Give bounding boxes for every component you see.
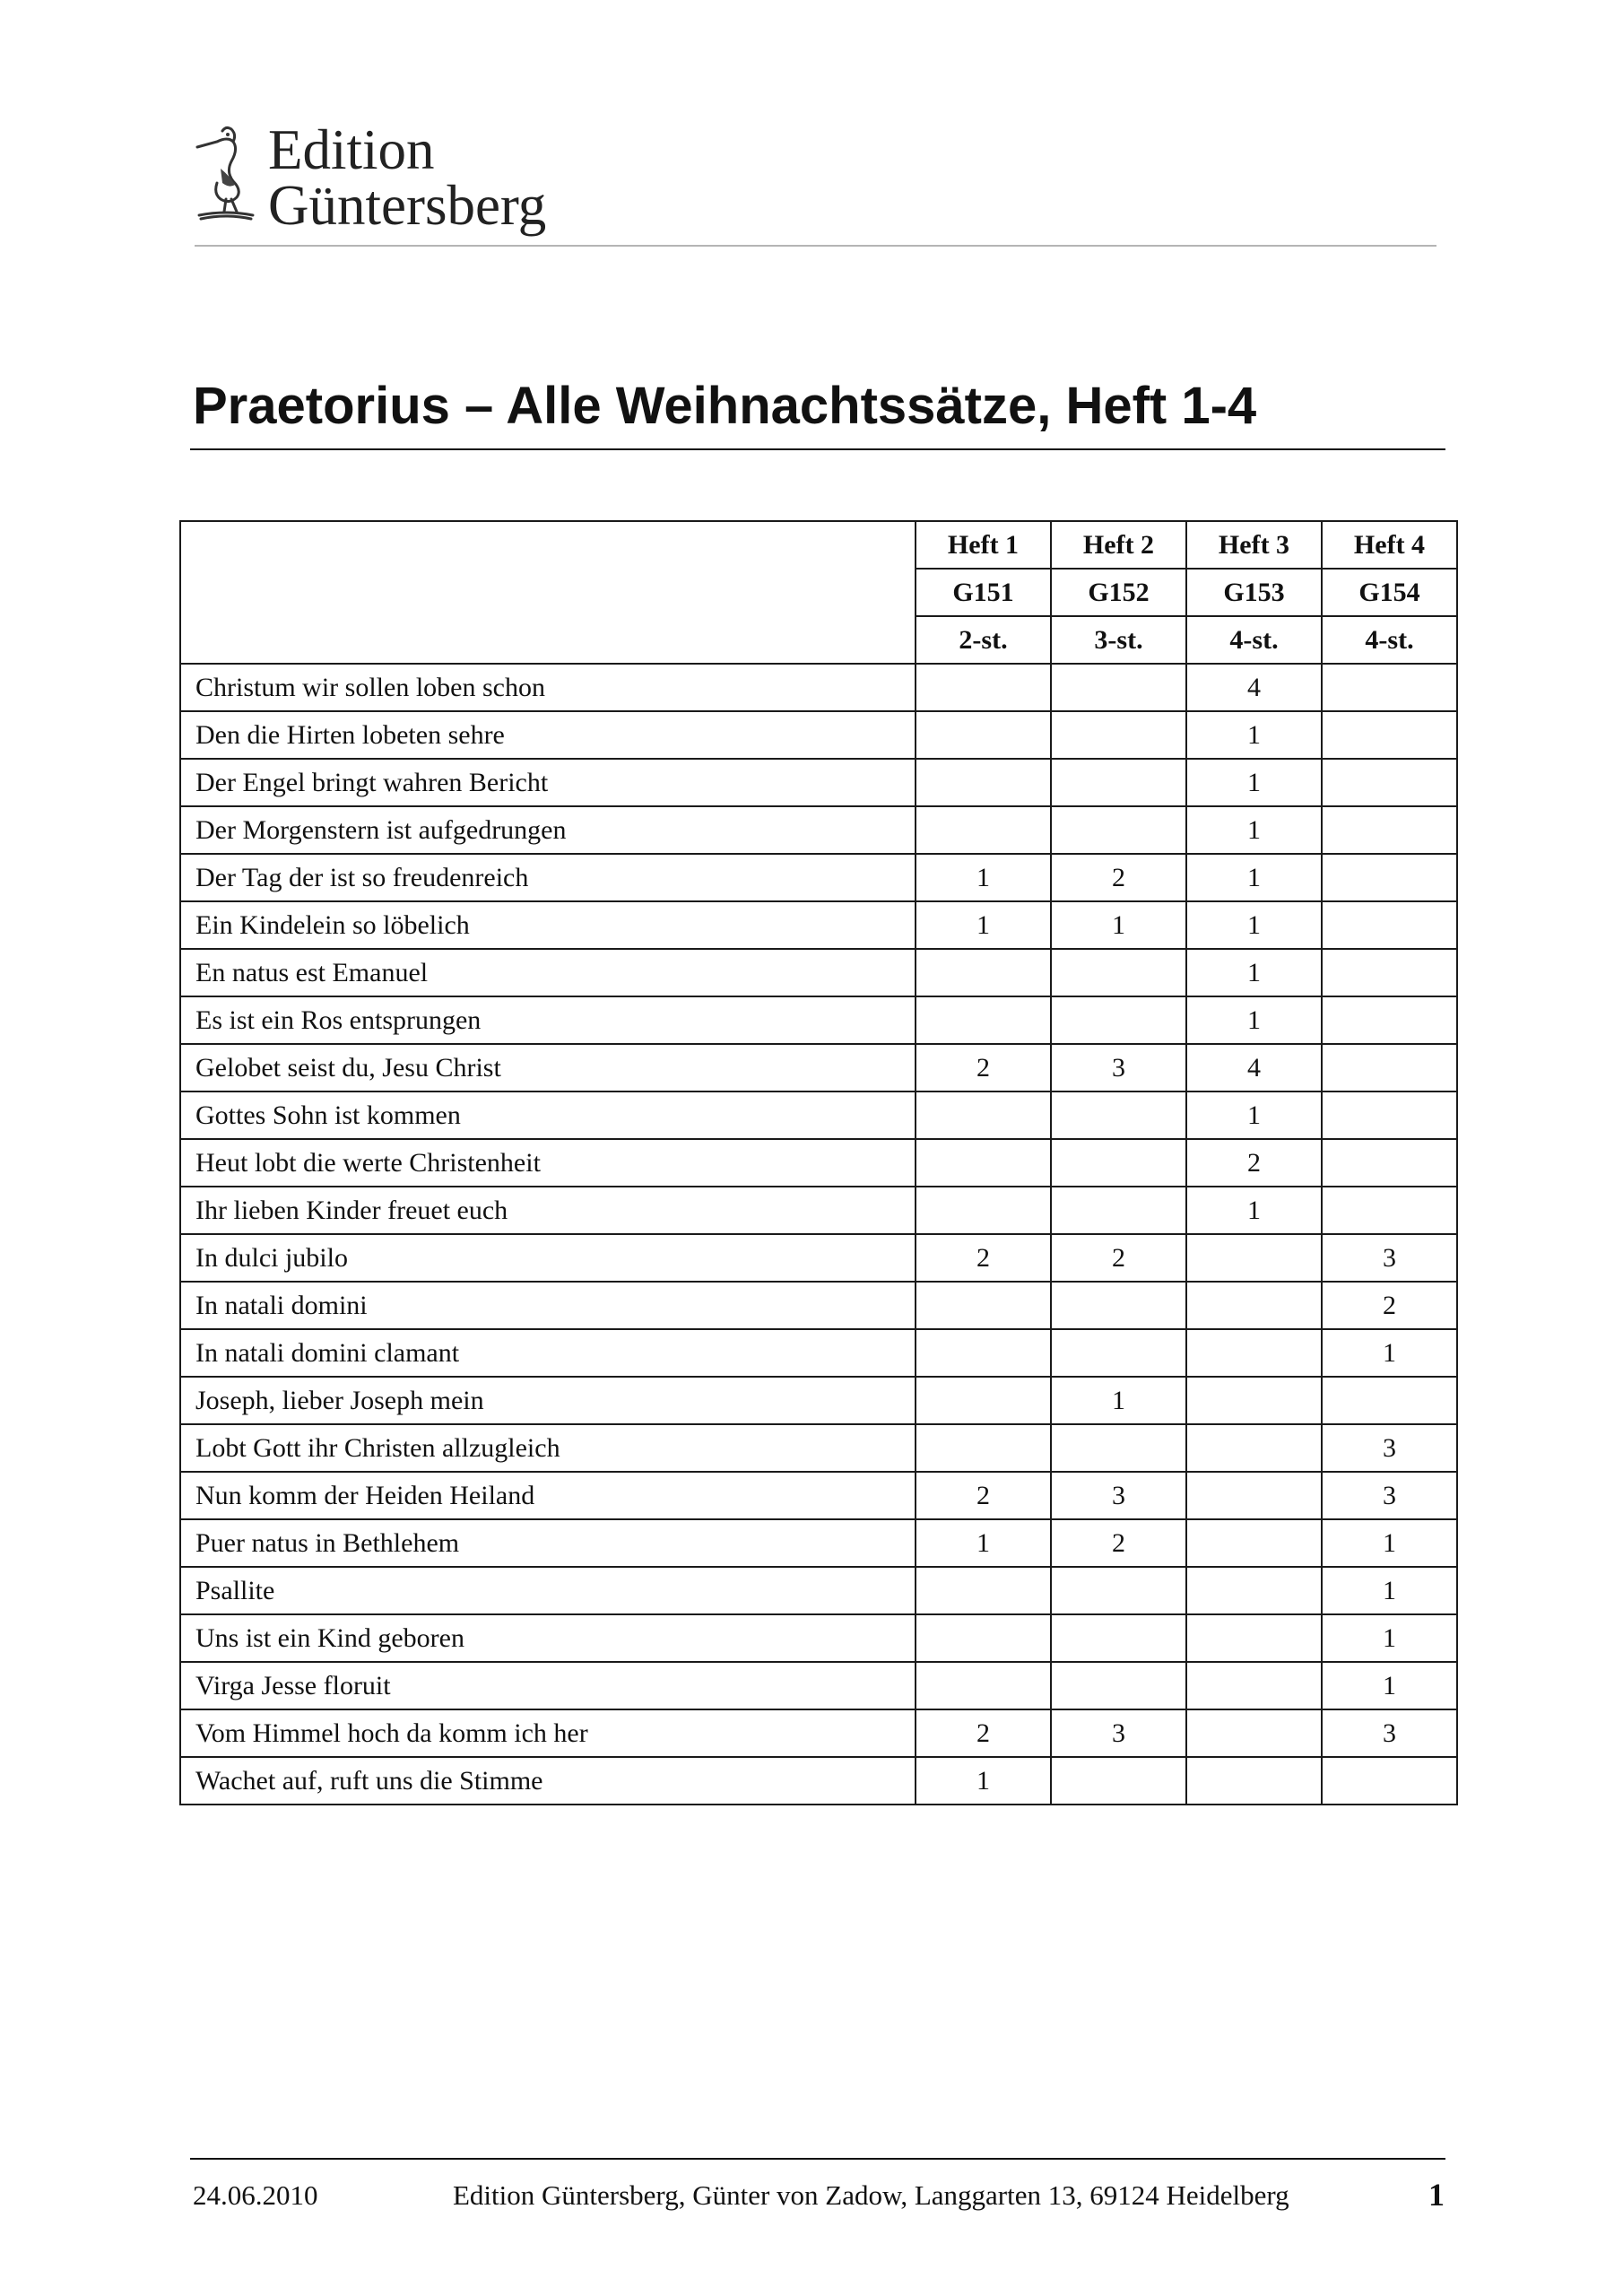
count-cell-heft-4 (1322, 1139, 1457, 1187)
count-cell-heft-3 (1186, 1329, 1322, 1377)
count-cell-heft-2 (1051, 1567, 1186, 1614)
count-cell-heft-2 (1051, 1614, 1186, 1662)
count-cell-heft-3 (1186, 1282, 1322, 1329)
column-header: G152 (1051, 569, 1186, 616)
table-row (180, 1282, 1457, 1329)
header-blank-cell (180, 616, 916, 664)
table-row (180, 1709, 1457, 1757)
column-header: Heft 2 (1051, 521, 1186, 569)
count-cell-heft-1 (916, 1187, 1051, 1234)
publisher-logo (190, 118, 585, 237)
count-cell-heft-1: 2 (916, 1234, 1051, 1282)
count-cell-heft-2 (1051, 1091, 1186, 1139)
table-row (180, 1139, 1457, 1187)
logo-line-2: Güntersberg (268, 174, 547, 237)
piece-title-cell: Es ist ein Ros entsprungen (180, 996, 916, 1044)
count-cell-heft-4 (1322, 996, 1457, 1044)
footer-date: 24.06.2010 (193, 2179, 318, 2211)
count-cell-heft-3 (1186, 1757, 1322, 1805)
piece-title-cell: Gelobet seist du, Jesu Christ (180, 1044, 916, 1091)
count-cell-heft-1: 2 (916, 1472, 1051, 1519)
count-cell-heft-3: 1 (1186, 759, 1322, 806)
count-cell-heft-1: 2 (916, 1044, 1051, 1091)
footer-divider (190, 2158, 1445, 2160)
piece-title-cell: Lobt Gott ihr Christen allzugleich (180, 1424, 916, 1472)
count-cell-heft-3: 4 (1186, 1044, 1322, 1091)
count-cell-heft-4 (1322, 1757, 1457, 1805)
table-row (180, 1234, 1457, 1282)
count-cell-heft-3: 1 (1186, 949, 1322, 996)
count-cell-heft-1: 1 (916, 1519, 1051, 1567)
count-cell-heft-3: 1 (1186, 996, 1322, 1044)
count-cell-heft-2 (1051, 1282, 1186, 1329)
count-cell-heft-1 (916, 664, 1051, 711)
piece-title-cell: Wachet auf, ruft uns die Stimme (180, 1757, 916, 1805)
piece-title-cell: In natali domini clamant (180, 1329, 916, 1377)
count-cell-heft-4 (1322, 901, 1457, 949)
column-header: 4-st. (1322, 616, 1457, 664)
count-cell-heft-2 (1051, 1139, 1186, 1187)
table-row (180, 901, 1457, 949)
piece-title-cell: Gottes Sohn ist kommen (180, 1091, 916, 1139)
count-cell-heft-1 (916, 1282, 1051, 1329)
piece-title-cell: Ihr lieben Kinder freuet euch (180, 1187, 916, 1234)
table-row (180, 1424, 1457, 1472)
piece-title-cell: En natus est Emanuel (180, 949, 916, 996)
table-row (180, 1567, 1457, 1614)
count-cell-heft-3: 1 (1186, 1187, 1322, 1234)
piece-title-cell: Virga Jesse floruit (180, 1662, 916, 1709)
count-cell-heft-4: 1 (1322, 1567, 1457, 1614)
count-cell-heft-4: 3 (1322, 1709, 1457, 1757)
column-header: Heft 1 (916, 521, 1051, 569)
count-cell-heft-4 (1322, 664, 1457, 711)
column-header: Heft 3 (1186, 521, 1322, 569)
count-cell-heft-2 (1051, 806, 1186, 854)
count-cell-heft-3 (1186, 1567, 1322, 1614)
count-cell-heft-2: 2 (1051, 1234, 1186, 1282)
count-cell-heft-1 (916, 759, 1051, 806)
table-row (180, 806, 1457, 854)
piece-title-cell: Uns ist ein Kind geboren (180, 1614, 916, 1662)
table-row (180, 996, 1457, 1044)
count-cell-heft-2: 1 (1051, 901, 1186, 949)
count-cell-heft-1 (916, 1091, 1051, 1139)
logo-line-1: Edition (268, 118, 435, 181)
count-cell-heft-2 (1051, 1757, 1186, 1805)
page-number: 1 (1428, 2177, 1445, 2213)
count-cell-heft-4: 1 (1322, 1329, 1457, 1377)
table-row (180, 664, 1457, 711)
piece-title-cell: Joseph, lieber Joseph mein (180, 1377, 916, 1424)
count-cell-heft-1 (916, 1139, 1051, 1187)
count-cell-heft-2: 2 (1051, 1519, 1186, 1567)
table-row (180, 1329, 1457, 1377)
table-row (180, 1187, 1457, 1234)
piece-title-cell: Den die Hirten lobeten sehre (180, 711, 916, 759)
column-header: 2-st. (916, 616, 1051, 664)
count-cell-heft-4: 2 (1322, 1282, 1457, 1329)
count-cell-heft-2 (1051, 996, 1186, 1044)
count-cell-heft-3 (1186, 1234, 1322, 1282)
count-cell-heft-3 (1186, 1614, 1322, 1662)
count-cell-heft-1 (916, 1662, 1051, 1709)
count-cell-heft-1: 1 (916, 1757, 1051, 1805)
table-row (180, 1091, 1457, 1139)
column-header: G151 (916, 569, 1051, 616)
table-row (180, 1519, 1457, 1567)
count-cell-heft-1 (916, 1424, 1051, 1472)
count-cell-heft-1 (916, 806, 1051, 854)
count-cell-heft-4: 3 (1322, 1472, 1457, 1519)
count-cell-heft-3 (1186, 1662, 1322, 1709)
piece-title-cell: Der Tag der ist so freudenreich (180, 854, 916, 901)
piece-title-cell: Vom Himmel hoch da komm ich her (180, 1709, 916, 1757)
piece-title-cell: Nun komm der Heiden Heiland (180, 1472, 916, 1519)
piece-title-cell: Ein Kindelein so löbelich (180, 901, 916, 949)
table-row (180, 1472, 1457, 1519)
count-cell-heft-2 (1051, 1187, 1186, 1234)
count-cell-heft-4 (1322, 1187, 1457, 1234)
column-header: 3-st. (1051, 616, 1186, 664)
count-cell-heft-3 (1186, 1377, 1322, 1424)
piece-title-cell: Der Morgenstern ist aufgedrungen (180, 806, 916, 854)
footer-address: Edition Güntersberg, Günter von Zadow, Langgarten 13, 69124 Heidelberg (453, 2179, 1289, 2211)
column-header: G154 (1322, 569, 1457, 616)
count-cell-heft-4: 1 (1322, 1519, 1457, 1567)
page-title: Praetorius – Alle Weihnachtssätze, Heft 1-4 (193, 377, 1257, 435)
header-row-heft (180, 521, 1457, 569)
table-row (180, 711, 1457, 759)
count-cell-heft-3: 1 (1186, 806, 1322, 854)
header-divider (195, 245, 1436, 247)
count-cell-heft-1 (916, 711, 1051, 759)
header-row-edition-number (180, 569, 1457, 616)
piece-title-cell: In natali domini (180, 1282, 916, 1329)
count-cell-heft-1: 2 (916, 1709, 1051, 1757)
piece-title-cell: Der Engel bringt wahren Bericht (180, 759, 916, 806)
count-cell-heft-2: 2 (1051, 854, 1186, 901)
editions-table (179, 520, 1458, 1805)
count-cell-heft-4 (1322, 854, 1457, 901)
count-cell-heft-3: 1 (1186, 854, 1322, 901)
count-cell-heft-3: 4 (1186, 664, 1322, 711)
count-cell-heft-1 (916, 1614, 1051, 1662)
table-row (180, 949, 1457, 996)
count-cell-heft-1 (916, 949, 1051, 996)
count-cell-heft-4 (1322, 1044, 1457, 1091)
count-cell-heft-3 (1186, 1472, 1322, 1519)
count-cell-heft-4 (1322, 759, 1457, 806)
page-footer (193, 2179, 1448, 2224)
count-cell-heft-2: 3 (1051, 1709, 1186, 1757)
piece-title-cell: Christum wir sollen loben schon (180, 664, 916, 711)
count-cell-heft-2: 3 (1051, 1472, 1186, 1519)
count-cell-heft-2: 3 (1051, 1044, 1186, 1091)
count-cell-heft-4 (1322, 1091, 1457, 1139)
piece-title-cell: Psallite (180, 1567, 916, 1614)
table-row (180, 1662, 1457, 1709)
header-row-voices (180, 616, 1457, 664)
count-cell-heft-4: 3 (1322, 1424, 1457, 1472)
table-row (180, 1377, 1457, 1424)
count-cell-heft-1 (916, 1567, 1051, 1614)
count-cell-heft-2 (1051, 664, 1186, 711)
column-header: 4-st. (1186, 616, 1322, 664)
count-cell-heft-4 (1322, 1377, 1457, 1424)
count-cell-heft-2 (1051, 1662, 1186, 1709)
count-cell-heft-4 (1322, 949, 1457, 996)
count-cell-heft-1: 1 (916, 854, 1051, 901)
table-row (180, 1044, 1457, 1091)
count-cell-heft-1 (916, 996, 1051, 1044)
count-cell-heft-2 (1051, 949, 1186, 996)
count-cell-heft-4: 3 (1322, 1234, 1457, 1282)
column-header: G153 (1186, 569, 1322, 616)
count-cell-heft-3: 1 (1186, 711, 1322, 759)
count-cell-heft-3 (1186, 1709, 1322, 1757)
header-blank-cell (180, 521, 916, 569)
count-cell-heft-1: 1 (916, 901, 1051, 949)
header-blank-cell (180, 569, 916, 616)
count-cell-heft-3 (1186, 1519, 1322, 1567)
count-cell-heft-3: 1 (1186, 1091, 1322, 1139)
count-cell-heft-1 (916, 1377, 1051, 1424)
count-cell-heft-4: 1 (1322, 1614, 1457, 1662)
count-cell-heft-4 (1322, 806, 1457, 854)
count-cell-heft-3 (1186, 1424, 1322, 1472)
count-cell-heft-3: 1 (1186, 901, 1322, 949)
count-cell-heft-2 (1051, 1424, 1186, 1472)
count-cell-heft-2: 1 (1051, 1377, 1186, 1424)
piece-title-cell: Puer natus in Bethlehem (180, 1519, 916, 1567)
table-row (180, 854, 1457, 901)
column-header: Heft 4 (1322, 521, 1457, 569)
count-cell-heft-2 (1051, 1329, 1186, 1377)
count-cell-heft-3: 2 (1186, 1139, 1322, 1187)
count-cell-heft-4: 1 (1322, 1662, 1457, 1709)
title-underline (190, 448, 1445, 450)
table-row (180, 759, 1457, 806)
count-cell-heft-2 (1051, 711, 1186, 759)
table-row (180, 1614, 1457, 1662)
count-cell-heft-2 (1051, 759, 1186, 806)
heron-icon (190, 122, 262, 221)
table-row (180, 1757, 1457, 1805)
piece-title-cell: In dulci jubilo (180, 1234, 916, 1282)
piece-title-cell: Heut lobt die werte Christenheit (180, 1139, 916, 1187)
count-cell-heft-1 (916, 1329, 1051, 1377)
count-cell-heft-4 (1322, 711, 1457, 759)
